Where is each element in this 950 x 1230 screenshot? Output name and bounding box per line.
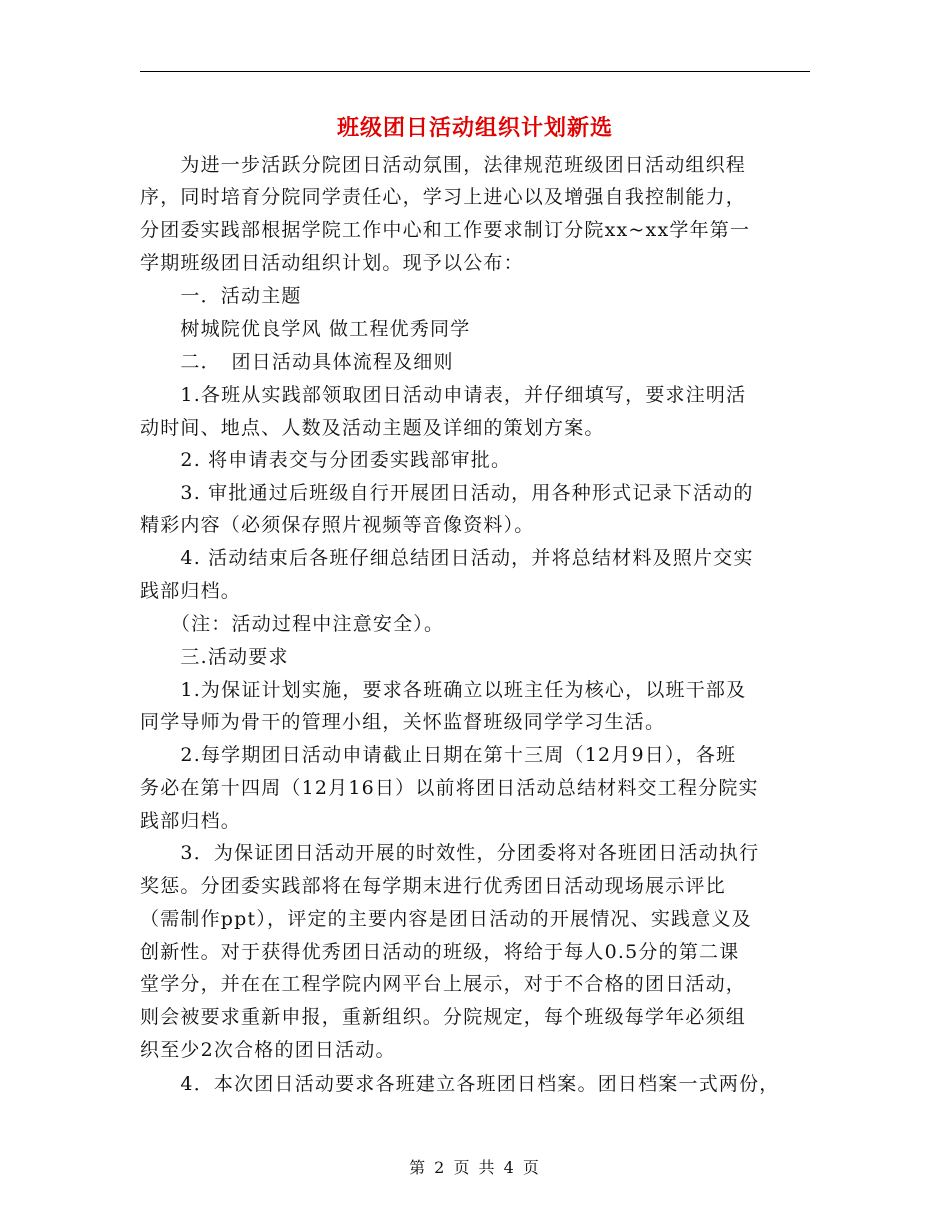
text-line: 则会被要求重新申报，重新组织。分院规定，每个班级每学年必须组 (140, 1006, 747, 1028)
text-line: 三.活动要求 (140, 646, 289, 668)
text-line: 同学导师为骨干的管理小组，关怀监督班级同学学习生活。 (140, 711, 666, 733)
text-line: 树城院优良学风 做工程优秀同学 (140, 318, 471, 340)
page-number: 第 2 页 共 4 页 (409, 1158, 541, 1177)
text-line: 1.为保证计划实施，要求各班确立以班主任为核心，以班干部及 (140, 679, 747, 701)
header-rule (140, 71, 810, 72)
document-title: 班级团日活动组织计划新选 (336, 116, 613, 141)
text-line: 动时间、地点、人数及活动主题及详细的策划方案。 (140, 417, 605, 439)
text-line: 4. 活动结束后各班仔细总结团日活动，并将总结材料及照片交实 (140, 547, 754, 569)
text-line: 4．本次团日活动要求各班建立各班团日档案。团日档案一式两份， (140, 1073, 780, 1095)
text-line: 织至少2次合格的团日活动。 (140, 1039, 396, 1061)
text-line: 创新性。对于获得优秀团日活动的班级，将给于每人0.5分的第二课 (140, 941, 740, 963)
text-line: 3．为保证团日活动开展的时效性，分团委将对各班团日活动执行 (140, 842, 760, 864)
text-line: 践部归档。 (140, 810, 242, 832)
text-line: 奖惩。分团委实践部将在每学期末进行优秀团日活动现场展示评比 (140, 875, 726, 897)
text-line: （注：活动过程中注意安全）。 (140, 613, 445, 635)
text-line: 务必在第十四周（12月16日）以前将团日活动总结材料交工程分院实 (140, 777, 759, 799)
text-line: 序，同时培育分院同学责任心，学习上进心以及增强自我控制能力， (140, 186, 747, 208)
text-line: 1.各班从实践部领取团日活动申请表，并仔细填写，要求注明活 (140, 384, 747, 406)
text-line: 为进一步活跃分院团日活动氛围，法律规范班级团日活动组织程 (140, 154, 747, 176)
text-line: 2. 将申请表交与分团委实践部审批。 (140, 449, 512, 471)
text-line: 2.每学期团日活动申请截止日期在第十三周（12月9日），各班 (140, 744, 737, 766)
text-line: 一．活动主题 (140, 285, 302, 307)
text-line: 二． 团日活动具体流程及细则 (140, 351, 454, 373)
text-line: 3. 审批通过后班级自行开展团日活动，用各种形式记录下活动的 (140, 482, 754, 504)
text-line: 精彩内容（必须保存照片视频等音像资料）。 (140, 514, 535, 536)
text-line: 堂学分，并在在工程学院内网平台上展示，对于不合格的团日活动， (140, 973, 747, 995)
text-line: 学期班级团日活动组织计划。现予以公布： (140, 252, 524, 274)
text-line: （需制作ppt），评定的主要内容是团日活动的开展情况、实践意义及 (140, 908, 752, 930)
text-line: 践部归档。 (140, 580, 242, 602)
text-line: 分团委实践部根据学院工作中心和工作要求制订分院xx~xx学年第一 (140, 219, 751, 241)
